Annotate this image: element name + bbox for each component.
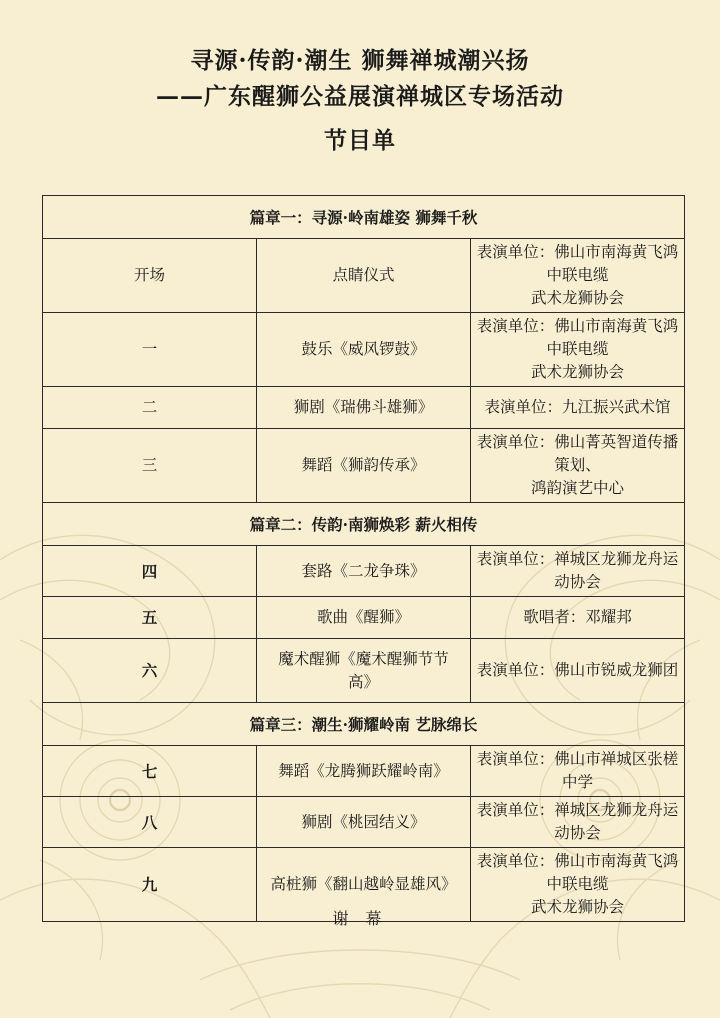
program-item: 高桩狮《翻山越岭显雄风》 (257, 848, 471, 922)
table-row (43, 313, 685, 387)
table-row (43, 746, 685, 797)
performer: 表演单位：佛山市禅城区张槎中学 (471, 746, 685, 797)
performer: 表演单位：禅城区龙狮龙舟运动协会 (471, 797, 685, 848)
performer: 歌唱者：邓耀邦 (471, 597, 685, 639)
program-item: 歌曲《醒狮》 (257, 597, 471, 639)
program-item: 鼓乐《威风锣鼓》 (257, 313, 471, 387)
program-number: 二 (43, 387, 257, 429)
program-item: 狮剧《瑞佛斗雄狮》 (257, 387, 471, 429)
title-line-1: 寻源·传韵·潮生 狮舞禅城潮兴扬 (190, 47, 530, 74)
chapter-row (43, 503, 685, 546)
table-row (43, 639, 685, 703)
performer: 表演单位：佛山市南海黄飞鸿中联电缆 武术龙狮协会 (471, 848, 685, 922)
chapter-row (43, 196, 685, 239)
program-item: 点睛仪式 (257, 239, 471, 313)
program-item: 套路《二龙争珠》 (257, 546, 471, 597)
closing-curtain: 谢 幕 (332, 909, 388, 928)
program-item: 舞蹈《狮韵传承》 (257, 429, 471, 503)
program-number: 九 (43, 848, 257, 922)
table-row (43, 597, 685, 639)
title-line-2: ——广东醒狮公益展演禅城区专场活动 (156, 83, 564, 110)
table-row (43, 797, 685, 848)
performer: 表演单位：禅城区龙狮龙舟运动协会 (471, 546, 685, 597)
table-row (43, 429, 685, 503)
performer: 表演单位：佛山菁英智道传播策划、 鸿韵演艺中心 (471, 429, 685, 503)
chapter-row (43, 703, 685, 746)
table-row (43, 239, 685, 313)
performer: 表演单位：佛山市锐威龙狮团 (471, 639, 685, 703)
header (0, 0, 720, 158)
program-item: 舞蹈《龙腾狮跃耀岭南》 (257, 746, 471, 797)
performer: 表演单位：佛山市南海黄飞鸿中联电缆 武术龙狮协会 (471, 313, 685, 387)
chapter-heading: 篇章一：寻源·岭南雄姿 狮舞千秋 (43, 196, 685, 239)
program-number: 七 (43, 746, 257, 797)
table-row (43, 387, 685, 429)
program-number: 一 (43, 313, 257, 387)
title-program-list: 节目单 (324, 127, 396, 154)
program-item: 狮剧《桃园结义》 (257, 797, 471, 848)
program-item: 魔术醒狮《魔术醒狮节节 高》 (257, 639, 471, 703)
program-number: 四 (43, 546, 257, 597)
chapter-heading: 篇章三：潮生·狮耀岭南 艺脉绵长 (43, 703, 685, 746)
program-number: 开场 (43, 239, 257, 313)
performer: 表演单位：佛山市南海黄飞鸿中联电缆 武术龙狮协会 (471, 239, 685, 313)
program-number: 三 (43, 429, 257, 503)
program-table (42, 195, 685, 922)
program-number: 六 (43, 639, 257, 703)
program-number: 五 (43, 597, 257, 639)
performer: 表演单位：九江振兴武术馆 (471, 387, 685, 429)
program-number: 八 (43, 797, 257, 848)
table-row (43, 546, 685, 597)
chapter-heading: 篇章二：传韵·南狮焕彩 薪火相传 (43, 503, 685, 546)
